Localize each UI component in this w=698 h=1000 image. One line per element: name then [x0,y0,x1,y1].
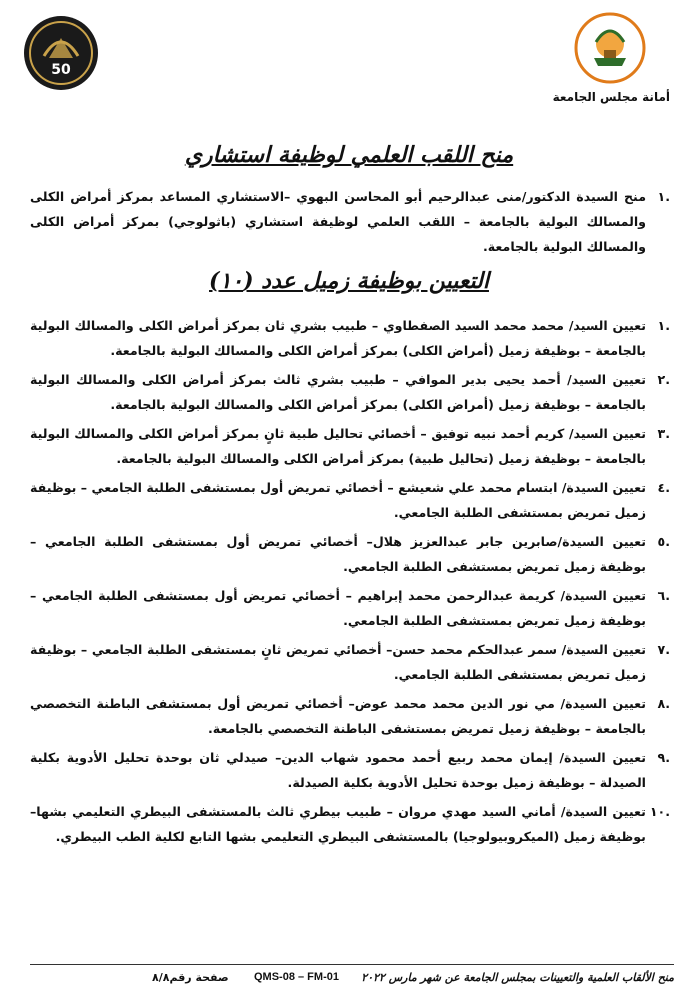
item-text: تعيين السيدة/صابرين جابر عبدالعزيز هلال– أخصائي تمريض أول بمستشفى الطلبة الجامعي – بوظيفة زميل تمريض بمستشفى الطلبة الجامعي. [30,534,646,574]
fellow-appointments-list [30,313,670,853]
anniversary-emblem-icon [22,14,100,92]
list-item [30,475,670,525]
item-number: .٥ [657,534,670,549]
item-number: .١ [657,189,670,204]
item-number: .٩ [657,750,670,765]
university-logo [574,12,646,84]
list-item [30,583,670,633]
item-number: .٧ [657,642,670,657]
office-name: أمانة مجلس الجامعة [552,90,670,104]
item-number: .١٠ [649,804,670,819]
item-text: تعيين السيدة/ سمر عبدالحكم محمد حسن– أخصائي تمريض ثانٍ بمستشفى الطلبة الجامعي – بوظيفة زميل تمريض بمستشفى الطلبة الجامعي. [30,642,646,682]
item-number: .١ [657,318,670,333]
list-item [30,637,670,687]
anniversary-logo [22,14,100,92]
list-item [30,421,670,471]
item-text: تعيين السيد/ أحمد يحيى بدير الموافي – طبيب بشري ثالث بمركز أمراض الكلى والمسالك البولية بالجامعة – بوظيفة زميل (أمراض الكلى) بمركز أمراض الكلى والمسالك البولية بالجامعة. [30,372,646,412]
page-footer [30,964,674,991]
form-code: QMS-08 – FM-01 [254,971,339,983]
list-item [30,745,670,795]
item-text: تعيين السيدة/ مي نور الدين محمد محمد عوض– أخصائي تمريض أول بمستشفى الباطنة التخصصي بالجامعة – بوظيفة زميل تمريض بمستشفى الباطنة التخصصي بالجامعة. [30,696,646,736]
svg-text:50: 50 [51,62,71,78]
item-number: .٤ [657,480,670,495]
list-item [30,799,670,849]
item-text: تعيين السيدة/ كريمة عبدالرحمن محمد إبراهيم – أخصائي تمريض أول بمستشفى الطلبة الجامعي – بوظيفة زميل تمريض بمستشفى الطلبة الجامعي. [30,588,646,628]
section-title-fellow: التعيين بوظيفة زميل عدد (١٠) [209,268,489,294]
item-text: منح السيدة الدكتور/منى عبدالرحيم أبو المحاسن البهوي –الاستشاري المساعد بمركز أمراض الكلى والمسالك البولية بالجامعة – اللقب العلمي لوظيفة استشاري (باثولوجي) بمركز أمراض الكلى والمسالك البولية بالجامعة. [30,189,646,254]
item-text: تعيين السيدة/ إيمان محمد ربيع أحمد محمود شهاب الدين– صيدلي ثان بوحدة تحليل الأدوية بكلية الصيدلة – بوظيفة زميل بوحدة تحليل الأدوية بكلية الصيدلة. [30,750,646,790]
item-number: .٦ [657,588,670,603]
list-item [30,367,670,417]
section-title-consultant: منح اللقب العلمي لوظيفة استشاري [184,142,514,168]
item-text: تعيين السيدة/ أماني السيد مهدي مروان – طبيب بيطري ثالث بالمستشفى البيطري التعليمي بشها– بوظيفة زميل (الميكروبيولوجيا) بالمستشفى البيطري التعليمي بشها التابع لكلية الطب البيطري. [30,804,646,844]
item-number: .٣ [657,426,670,441]
list-item [30,691,670,741]
item-number: .٢ [657,372,670,387]
item-text: تعيين السيد/ كريم أحمد نبيه توفيق – أخصائي تحاليل طبية ثانٍ بمركز أمراض الكلى والمسالك البولية بالجامعة – بوظيفة زميل (تحاليل طبية) بمركز أمراض الكلى والمسالك البولية بالجامعة. [30,426,646,466]
list-item [30,313,670,363]
list-item [30,529,670,579]
item-text: تعيين السيد/ محمد محمد السيد الصفطاوي – طبيب بشري ثان بمركز أمراض الكلى والمسالك البولية بالجامعة – بوظيفة زميل (أمراض الكلى) بمركز أمراض الكلى والمسالك البولية بالجامعة. [30,318,646,358]
document-title-footer: منح الألقاب العلمية والتعيينات بمجلس الجامعة عن شهر مارس ٢٠٢٢ [361,971,674,984]
list-item [30,184,670,259]
item-number: .٨ [657,696,670,711]
university-emblem-icon [574,12,646,84]
consultant-section [30,184,670,263]
page-number: صفحة رقم٨/٨ [152,971,229,984]
item-text: تعيين السيدة/ ابتسام محمد علي شعيشع – أخصائي تمريض أول بمستشفى الطلبة الجامعي – بوظيفة زميل تمريض بمستشفى الطلبة الجامعي. [30,480,646,520]
